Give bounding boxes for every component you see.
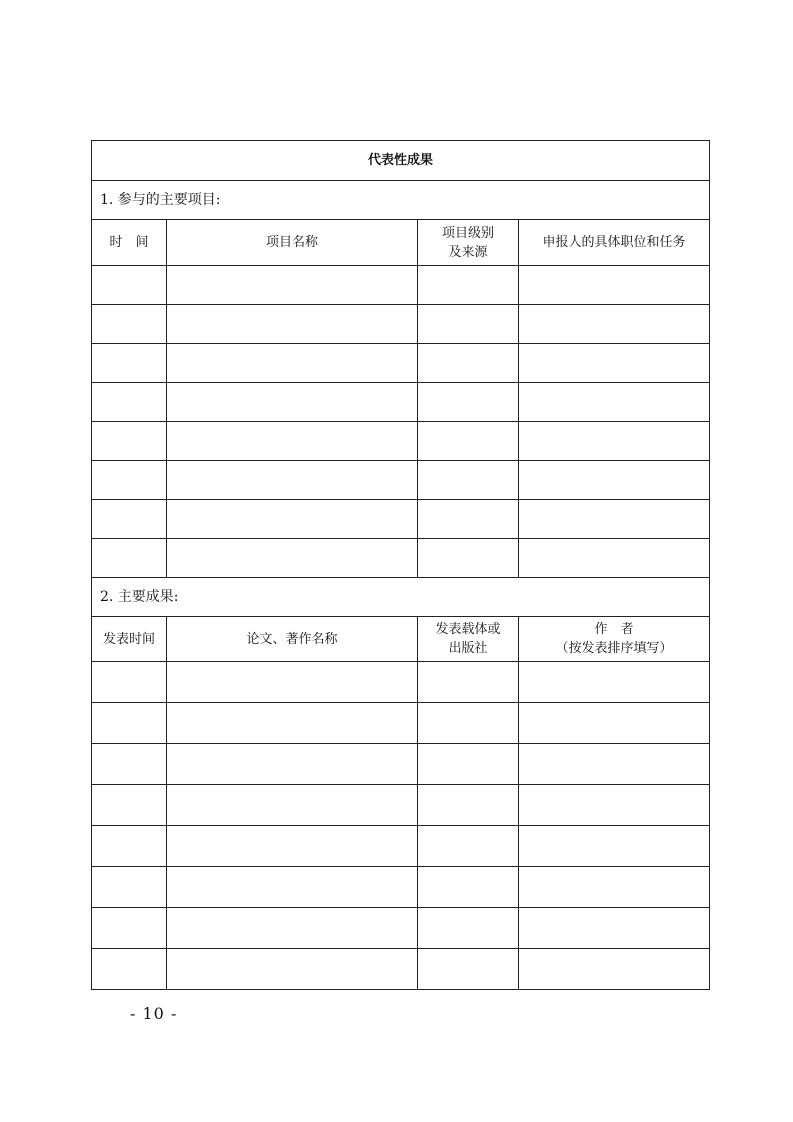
cell-publish-time[interactable]: [92, 744, 167, 785]
cell-project-level[interactable]: [418, 305, 519, 344]
header-project-level-line2: 及来源: [448, 244, 488, 260]
table-row: [92, 500, 710, 539]
header-authors-line1: 作 者: [594, 622, 634, 637]
cell-applicant-role[interactable]: [519, 383, 710, 422]
table-row: [92, 785, 710, 826]
cell-publish-time[interactable]: [92, 867, 167, 908]
table-row: [92, 344, 710, 383]
cell-paper-name[interactable]: [167, 744, 418, 785]
table-row: [92, 305, 710, 344]
header-time: 时 间: [92, 220, 167, 266]
table-row: [92, 826, 710, 867]
header-publish-time: 发表时间: [92, 617, 167, 662]
cell-time[interactable]: [92, 461, 167, 500]
cell-project-name[interactable]: [167, 383, 418, 422]
cell-publish-time[interactable]: [92, 785, 167, 826]
table-row: [92, 422, 710, 461]
cell-publish-time[interactable]: [92, 949, 167, 990]
header-paper-name: 论文、著作名称: [167, 617, 418, 662]
cell-publish-time[interactable]: [92, 826, 167, 867]
cell-applicant-role[interactable]: [519, 266, 710, 305]
cell-time[interactable]: [92, 305, 167, 344]
section2-heading: 2. 主要成果:: [92, 578, 710, 617]
header-project-name: 项目名称: [167, 220, 418, 266]
cell-project-name[interactable]: [167, 344, 418, 383]
achievement-form-table: [91, 140, 710, 990]
cell-paper-name[interactable]: [167, 949, 418, 990]
cell-venue[interactable]: [418, 744, 519, 785]
cell-applicant-role[interactable]: [519, 461, 710, 500]
section1-heading: 1. 参与的主要项目:: [92, 181, 710, 220]
header-venue-line2: 出版社: [448, 641, 488, 656]
cell-venue[interactable]: [418, 703, 519, 744]
cell-project-name[interactable]: [167, 461, 418, 500]
cell-applicant-role[interactable]: [519, 500, 710, 539]
cell-project-name[interactable]: [167, 266, 418, 305]
header-venue: [418, 617, 519, 662]
table-row: [92, 383, 710, 422]
cell-time[interactable]: [92, 344, 167, 383]
table-row: [92, 867, 710, 908]
cell-project-name[interactable]: [167, 305, 418, 344]
cell-authors[interactable]: [519, 703, 710, 744]
cell-venue[interactable]: [418, 785, 519, 826]
cell-paper-name[interactable]: [167, 662, 418, 703]
cell-project-level[interactable]: [418, 500, 519, 539]
table-row: [92, 662, 710, 703]
page-number: - 10 -: [130, 1004, 178, 1023]
cell-project-level[interactable]: [418, 422, 519, 461]
table-row: [92, 266, 710, 305]
cell-authors[interactable]: [519, 867, 710, 908]
table-row: [92, 703, 710, 744]
cell-time[interactable]: [92, 500, 167, 539]
cell-time[interactable]: [92, 266, 167, 305]
form-title: 代表性成果: [92, 141, 710, 181]
cell-authors[interactable]: [519, 908, 710, 949]
cell-venue[interactable]: [418, 949, 519, 990]
cell-project-level[interactable]: [418, 344, 519, 383]
cell-paper-name[interactable]: [167, 703, 418, 744]
cell-publish-time[interactable]: [92, 662, 167, 703]
header-authors: [519, 617, 710, 662]
cell-project-level[interactable]: [418, 539, 519, 578]
cell-paper-name[interactable]: [167, 785, 418, 826]
cell-project-level[interactable]: [418, 266, 519, 305]
cell-venue[interactable]: [418, 908, 519, 949]
table-row: [92, 949, 710, 990]
header-venue-line1: 发表载体或: [435, 622, 501, 637]
cell-time[interactable]: [92, 383, 167, 422]
cell-applicant-role[interactable]: [519, 305, 710, 344]
cell-authors[interactable]: [519, 826, 710, 867]
cell-publish-time[interactable]: [92, 908, 167, 949]
cell-venue[interactable]: [418, 826, 519, 867]
cell-authors[interactable]: [519, 662, 710, 703]
table-row: [92, 539, 710, 578]
cell-project-level[interactable]: [418, 461, 519, 500]
header-project-level: [418, 220, 519, 266]
cell-authors[interactable]: [519, 744, 710, 785]
cell-applicant-role[interactable]: [519, 344, 710, 383]
cell-authors[interactable]: [519, 785, 710, 826]
cell-paper-name[interactable]: [167, 867, 418, 908]
cell-time[interactable]: [92, 539, 167, 578]
cell-project-name[interactable]: [167, 422, 418, 461]
cell-time[interactable]: [92, 422, 167, 461]
table-row: [92, 908, 710, 949]
cell-paper-name[interactable]: [167, 908, 418, 949]
cell-paper-name[interactable]: [167, 826, 418, 867]
header-authors-line2: （按发表排序填写）: [555, 641, 673, 656]
cell-applicant-role[interactable]: [519, 539, 710, 578]
cell-project-level[interactable]: [418, 383, 519, 422]
cell-venue[interactable]: [418, 662, 519, 703]
table-row: [92, 744, 710, 785]
cell-venue[interactable]: [418, 867, 519, 908]
header-project-level-line1: 项目级别: [441, 225, 494, 241]
cell-project-name[interactable]: [167, 500, 418, 539]
cell-applicant-role[interactable]: [519, 422, 710, 461]
cell-authors[interactable]: [519, 949, 710, 990]
header-applicant-role: 申报人的具体职位和任务: [519, 220, 710, 266]
cell-publish-time[interactable]: [92, 703, 167, 744]
cell-project-name[interactable]: [167, 539, 418, 578]
table-row: [92, 461, 710, 500]
